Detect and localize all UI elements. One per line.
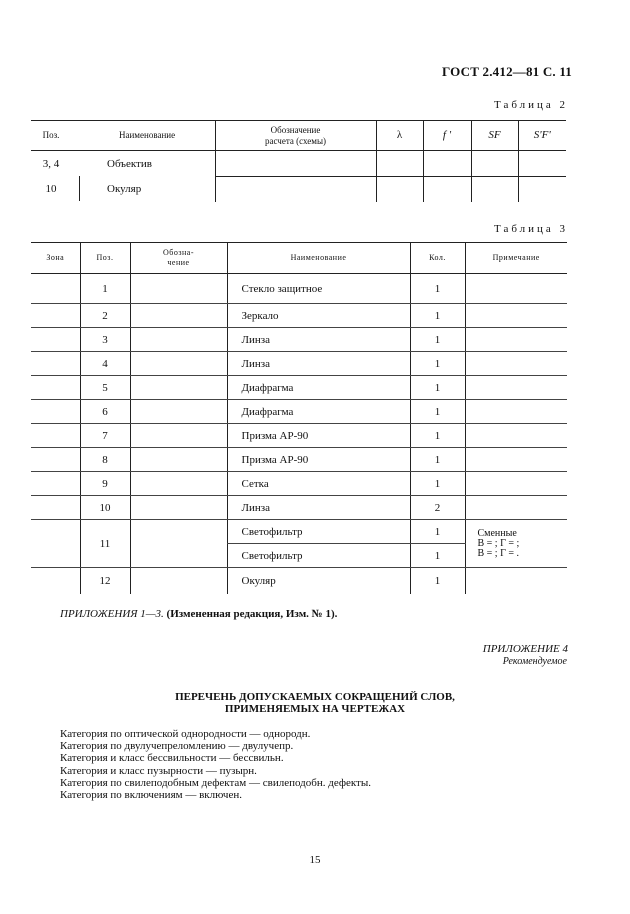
list-item: Категория по включениям — включен. bbox=[60, 789, 242, 802]
table-row bbox=[31, 352, 567, 376]
table-row bbox=[31, 520, 567, 544]
row-name: Светофильтр bbox=[227, 544, 410, 568]
table2-header-name: Наименование bbox=[71, 121, 215, 151]
table3-header-row bbox=[31, 243, 567, 274]
row-name: Окуляр bbox=[227, 568, 410, 595]
table-row bbox=[31, 424, 567, 448]
table-row bbox=[31, 304, 567, 328]
list-item: Категория по оптической однородности — однородн. bbox=[60, 728, 311, 740]
row-qty: 1 bbox=[410, 274, 465, 304]
table-row bbox=[31, 496, 567, 520]
table2-header-f: f ' bbox=[423, 121, 471, 151]
table2-header-sf2: S'F' bbox=[518, 121, 566, 151]
table-row bbox=[31, 568, 567, 595]
list-item: Категория по свилеподобным дефектам — свилеподобн. дефекты. bbox=[60, 776, 371, 789]
table-row bbox=[31, 376, 567, 400]
table-row bbox=[31, 400, 567, 424]
row-pos: 2 bbox=[80, 304, 130, 328]
list-item: Категория и класс пузырности — пузырн. bbox=[60, 764, 257, 777]
row-name: Стекло защитное bbox=[227, 274, 410, 304]
row-qty: 1 bbox=[410, 376, 465, 400]
table-row bbox=[31, 151, 566, 177]
row-name: Диафрагма bbox=[227, 376, 410, 400]
row-qty: 1 bbox=[410, 424, 465, 448]
list-title: ПЕРЕЧЕНЬ ДОПУСКАЕМЫХ СОКРАЩЕНИЙ СЛОВ, ПРИМЕНЯЕМЫХ НА ЧЕРТЕЖАХ bbox=[175, 691, 455, 715]
table3-caption: Таблица 3 bbox=[494, 223, 569, 235]
page-number: 15 bbox=[309, 854, 321, 866]
table-row bbox=[31, 448, 567, 472]
table-row bbox=[31, 472, 567, 496]
table2-header-row bbox=[31, 121, 566, 151]
table3-header-pos: Поз. bbox=[80, 243, 130, 274]
row-qty: 1 bbox=[410, 352, 465, 376]
row-name: Сетка bbox=[227, 472, 410, 496]
row-name: Линза bbox=[227, 328, 410, 352]
row-name: Светофильтр bbox=[227, 520, 410, 544]
table2-header-pos: Поз. bbox=[31, 121, 71, 151]
row-name: Зеркало bbox=[227, 304, 410, 328]
row-qty: 1 bbox=[410, 400, 465, 424]
table2-header-sf: SF bbox=[471, 121, 518, 151]
table3-header-name: Наименование bbox=[227, 243, 410, 274]
row-qty: 1 bbox=[410, 472, 465, 496]
row-pos: 3 bbox=[80, 328, 130, 352]
row-pos: 8 bbox=[80, 448, 130, 472]
row-pos: 9 bbox=[80, 472, 130, 496]
table2-name: Объектив bbox=[107, 157, 152, 170]
row-pos: 12 bbox=[80, 568, 130, 595]
table3-header-note: Примечание bbox=[465, 243, 567, 274]
table2-pos: 3, 4 bbox=[42, 157, 60, 170]
row-qty: 1 bbox=[410, 448, 465, 472]
appendix4-subtitle: Рекомендуемое bbox=[502, 656, 567, 667]
row-pos: 5 bbox=[80, 376, 130, 400]
row-note: Сменные В = ; Г = ; В = ; Г = . bbox=[465, 520, 567, 568]
row-name: Призма АР-90 bbox=[227, 424, 410, 448]
document-header: ГОСТ 2.412—81 С. 11 bbox=[442, 64, 572, 79]
table2-caption: Таблица 2 bbox=[494, 99, 569, 111]
row-qty: 1 bbox=[410, 304, 465, 328]
table3-header-zone: Зона bbox=[31, 243, 80, 274]
abbreviation-list bbox=[60, 728, 371, 801]
list-item: Категория по двулучепреломлению — двулучепр. bbox=[60, 740, 294, 753]
table3 bbox=[31, 242, 567, 594]
row-pos: 10 bbox=[80, 496, 130, 520]
table3-header-qty: Кол. bbox=[410, 243, 465, 274]
row-pos: 6 bbox=[80, 400, 130, 424]
table3-header-designation: Обозна- чение bbox=[130, 243, 227, 274]
table2-header-lambda: λ bbox=[376, 121, 423, 151]
row-pos: 4 bbox=[80, 352, 130, 376]
table2-pos: 10 bbox=[45, 183, 57, 196]
table2-name: Окуляр bbox=[107, 183, 142, 196]
row-qty: 1 bbox=[410, 568, 465, 595]
row-pos: 7 bbox=[80, 424, 130, 448]
table-row bbox=[31, 177, 566, 203]
row-name: Линза bbox=[227, 496, 410, 520]
row-qty: 2 bbox=[410, 496, 465, 520]
table-row bbox=[31, 328, 567, 352]
appendix-note: ПРИЛОЖЕНИЯ 1—3. (Измененная редакция, Изм. № 1). bbox=[60, 608, 338, 620]
row-qty: 1 bbox=[410, 544, 465, 568]
row-qty: 1 bbox=[410, 520, 465, 544]
row-name: Линза bbox=[227, 352, 410, 376]
table2-header-designation: Обозначение расчета (схемы) bbox=[215, 121, 376, 151]
row-name: Диафрагма bbox=[227, 400, 410, 424]
row-pos: 1 bbox=[80, 274, 130, 304]
row-qty: 1 bbox=[410, 328, 465, 352]
table-row bbox=[31, 274, 567, 304]
row-name: Призма АР-90 bbox=[227, 448, 410, 472]
row-pos: 11 bbox=[80, 520, 130, 568]
list-item: Категория и класс бессвильности — бессвильн. bbox=[60, 752, 284, 765]
appendix4-title: ПРИЛОЖЕНИЕ 4 bbox=[482, 643, 568, 655]
table2 bbox=[31, 120, 566, 202]
